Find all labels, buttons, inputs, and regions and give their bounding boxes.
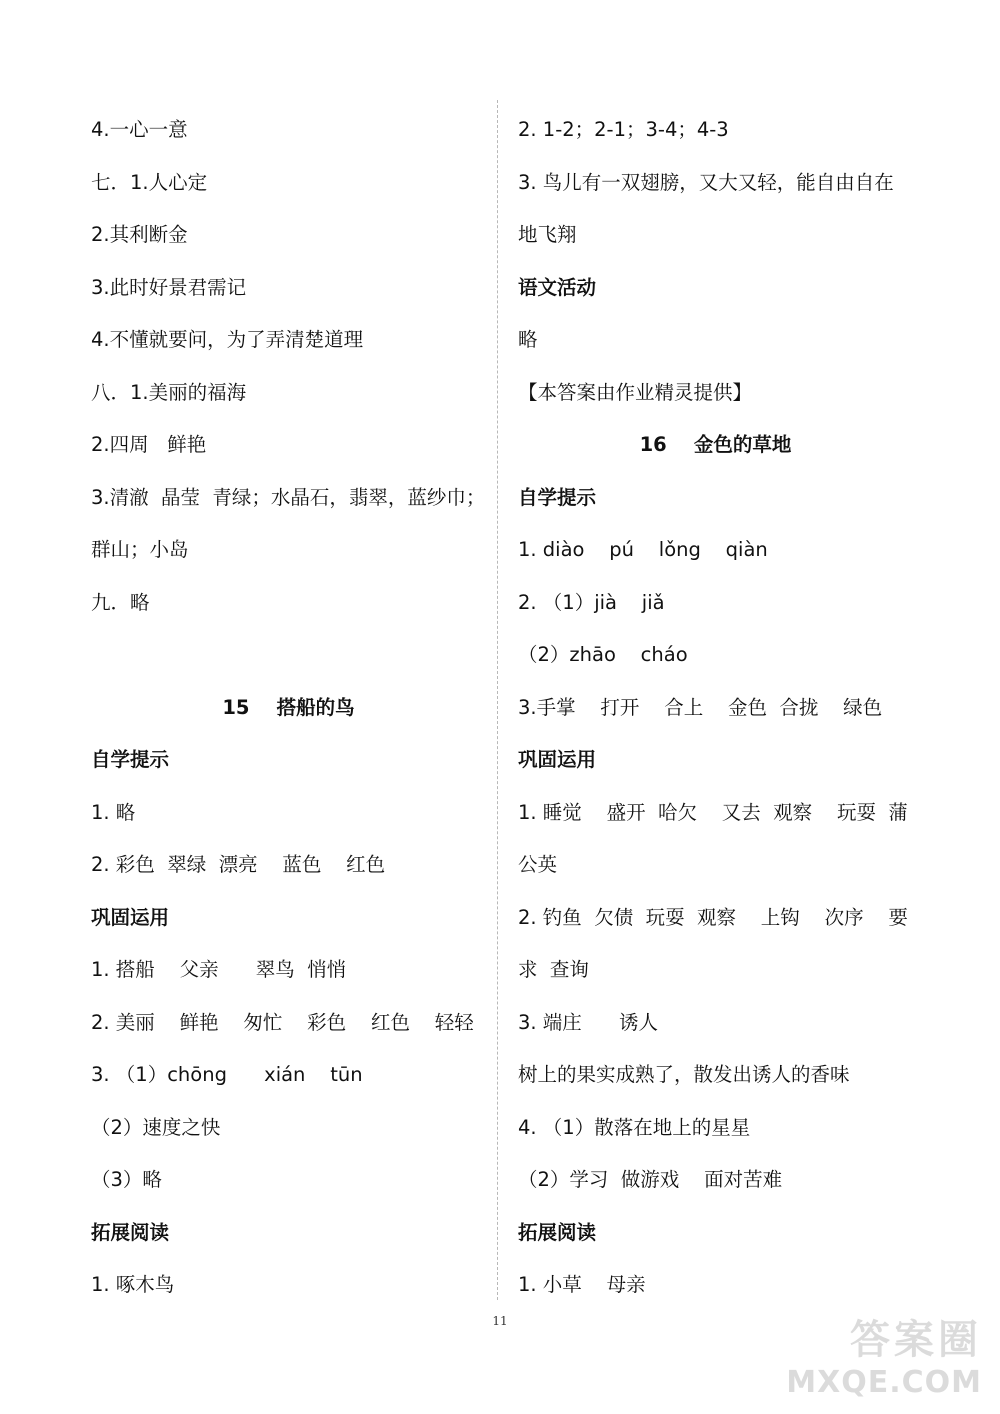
answer-line: （3）略 xyxy=(91,1168,162,1191)
answer-line: 1. 搭船 父亲 翠鸟 悄悄 xyxy=(91,958,347,981)
section-heading: 拓展阅读 xyxy=(518,1220,597,1244)
answer-line: 九．略 xyxy=(91,590,150,614)
answer-line: 公英 xyxy=(518,853,558,876)
watermark-logo xyxy=(786,1308,982,1404)
answer-line: 2. 美丽 鲜艳 匆忙 彩色 红色 轻轻 xyxy=(91,1010,474,1034)
answer-line: 3.此时好景君需记 xyxy=(91,275,247,299)
section-heading: 自学提示 xyxy=(91,748,170,771)
section-heading: 语文活动 xyxy=(518,275,597,299)
answer-line: 3. 鸟儿有一双翅膀，又大又轻，能自由自在 xyxy=(518,170,894,194)
answer-line: 2. （1）jià jiǎ xyxy=(518,590,665,614)
column-divider xyxy=(497,100,498,1300)
answer-line: 地飞翔 xyxy=(518,223,577,246)
left-column xyxy=(91,104,486,1312)
answer-line: 3. （1）chōng xián tūn xyxy=(91,1063,363,1086)
answer-line: 【本答案由作业精灵提供】 xyxy=(518,380,753,404)
lesson-title: 15 搭船的鸟 xyxy=(222,695,355,719)
answer-line: 1. diào pú lǒng qiàn xyxy=(518,538,768,561)
answer-line: 树上的果实成熟了，散发出诱人的香味 xyxy=(518,1063,850,1086)
answer-line: 七．1.人心定 xyxy=(91,170,208,194)
answer-line: 4.一心一意 xyxy=(91,118,188,141)
answer-line: 求 查询 xyxy=(518,958,589,981)
answer-line xyxy=(91,629,486,682)
answer-line: （2）学习 做游戏 面对苦难 xyxy=(518,1168,783,1191)
answer-line: 4.不懂就要问，为了弄清楚道理 xyxy=(91,328,364,351)
page-number: 11 xyxy=(492,1314,508,1328)
answer-line: 略 xyxy=(518,328,538,351)
answer-line: 3.手掌 打开 合上 金色 合拢 绿色 xyxy=(518,695,883,719)
answer-line: 1. 略 xyxy=(91,800,136,824)
section-heading: 拓展阅读 xyxy=(91,1220,170,1244)
answer-line: 4. （1）散落在地上的星星 xyxy=(518,1115,751,1139)
answer-line: 1. 小草 母亲 xyxy=(518,1273,646,1296)
answer-line: 2. 钓鱼 欠债 玩耍 观察 上钩 次序 要 xyxy=(518,905,908,929)
answer-line: （2）zhāo cháo xyxy=(518,643,688,666)
watermark-top-text: 答案圈 xyxy=(850,1317,982,1363)
answer-line: 3. 端庄 诱人 xyxy=(518,1010,658,1034)
lesson-title: 16 金色的草地 xyxy=(639,433,792,456)
answer-line: 1. 啄木鸟 xyxy=(91,1273,175,1296)
watermark-bottom-text: MXQE.COM xyxy=(786,1365,982,1400)
section-heading: 巩固运用 xyxy=(518,748,597,771)
answer-line: 2.四周 鲜艳 xyxy=(91,433,207,456)
section-heading: 自学提示 xyxy=(518,485,597,509)
answer-line: 3.清澈 晶莹 青绿；水晶石，翡翠，蓝纱巾； xyxy=(91,485,486,509)
answer-line: 1. 睡觉 盛开 哈欠 又去 观察 玩耍 蒲 xyxy=(518,800,908,824)
answer-line: 八．1.美丽的福海 xyxy=(91,380,247,404)
right-column xyxy=(518,104,913,1312)
section-heading: 巩固运用 xyxy=(91,905,170,929)
answer-line: 2. 彩色 翠绿 漂亮 蓝色 红色 xyxy=(91,853,386,876)
answer-line: 2.其利断金 xyxy=(91,223,188,246)
answer-line: 群山；小岛 xyxy=(91,538,189,561)
answer-line: （2）速度之快 xyxy=(91,1115,221,1139)
answer-line: 2. 1-2；2-1；3-4；4-3 xyxy=(518,118,729,141)
